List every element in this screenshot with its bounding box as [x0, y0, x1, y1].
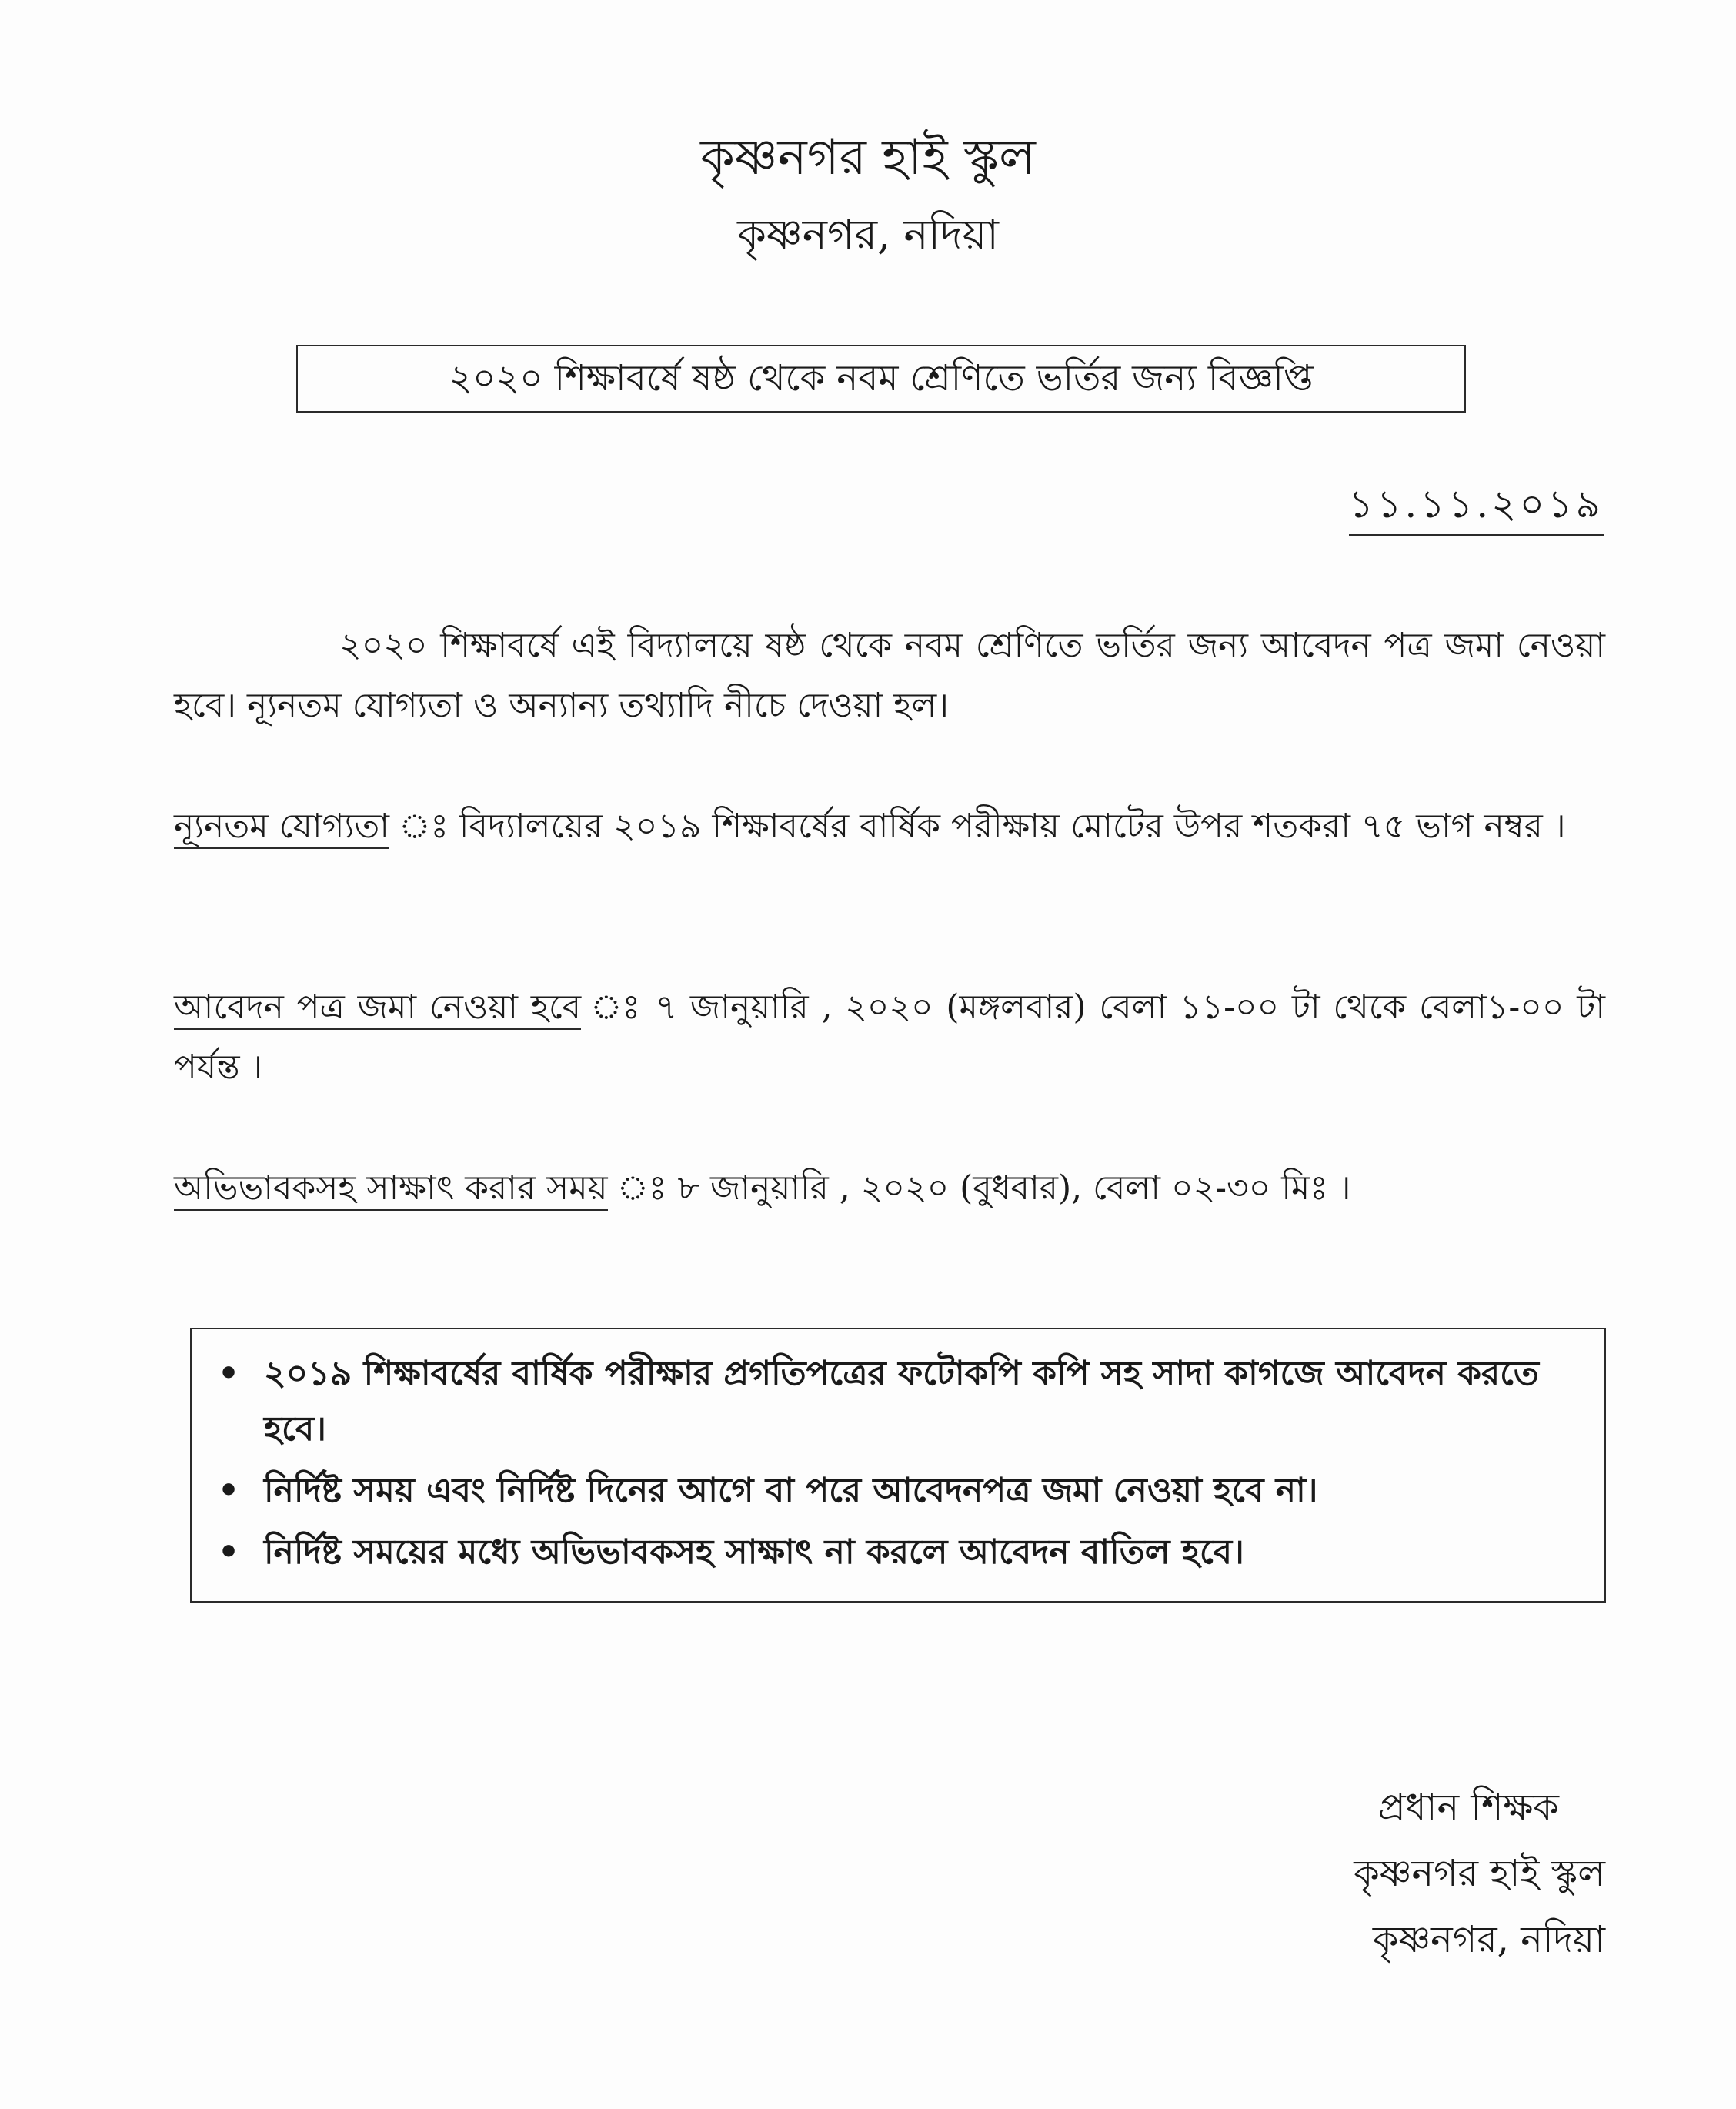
- section-label: আবেদন পত্র জমা নেওয়া হবে: [174, 988, 581, 1030]
- signature-block: [1354, 1774, 1605, 1973]
- section-application-submission: [174, 978, 1605, 1098]
- school-name: কৃষ্ণনগর হাই স্কুল: [700, 129, 1036, 186]
- section-separator: ঃ: [581, 988, 656, 1027]
- section-text: বিদ্যালয়ের ২০১৯ শিক্ষাবর্ষের বার্ষিক পরীক্ষায় মোটের উপর শতকরা ৭৫ ভাগ নম্বর ।: [459, 807, 1566, 846]
- section-label: অভিভাবকসহ সাক্ষাৎ করার সময়: [174, 1168, 608, 1211]
- section-separator: ঃ: [389, 807, 459, 846]
- signature-designation: প্রধান শিক্ষক: [1377, 1786, 1559, 1829]
- intro-paragraph: ২০২০ শিক্ষাবর্ষে এই বিদ্যালয়ে ষষ্ঠ থেকে নবম শ্রেণিতে ভর্তির জন্য আবেদন পত্র জমা নেওয়া হবে। ন্যূনতম যোগ্যতা ও অন্যান্য তথ্যাদি নীচে দেওয়া হল।: [174, 626, 1605, 725]
- notes-list: [215, 1346, 1581, 1580]
- note-text: নির্দিষ্ট সময়ের মধ্যে অভিভাবকসহ সাক্ষাৎ না করলে আবেদন বাতিল হবে।: [264, 1532, 1244, 1572]
- signature-school-address: কৃষ্ণনগর, নদিয়া: [1372, 1918, 1605, 1961]
- notice-date: ১১.১১.২০১৯: [1349, 477, 1604, 536]
- bullet-icon: •: [218, 1471, 240, 1510]
- section-text: ৮ জানুয়ারি , ২০২০ (বুধবার), বেলা ০২-৩০ মিঃ ।: [677, 1168, 1351, 1208]
- section-separator: ঃ: [607, 1168, 678, 1208]
- section-label: ন্যূনতম যোগ্যতা: [174, 807, 389, 849]
- bullet-icon: •: [218, 1532, 240, 1572]
- section-text: ৭ জানুয়ারি , ২০২০ (মঙ্গলবার) বেলা ১১-০০ টা থেকে বেলা১-০০ টা পর্যন্ত ।: [174, 988, 1605, 1087]
- notes-box: [190, 1328, 1606, 1603]
- note-text: ২০১৯ শিক্ষাবর্ষের বার্ষিক পরীক্ষার প্রগতিপত্রের ফটোকপি কপি সহ সাদা কাগজে আবেদন করতে হবে।: [264, 1354, 1539, 1449]
- list-item: [215, 1463, 1581, 1519]
- section-guardian-meeting: [174, 1158, 1605, 1218]
- list-item: [215, 1346, 1581, 1457]
- note-text: নির্দিষ্ট সময় এবং নির্দিষ্ট দিনের আগে বা পরে আবেদনপত্র জমা নেওয়া হবে না।: [264, 1471, 1318, 1510]
- notice-title: ২০২০ শিক্ষাবর্ষে ষষ্ঠ থেকে নবম শ্রেণিতে ভর্তির জন্য বিজ্ঞপ্তি: [296, 345, 1466, 413]
- list-item: [215, 1525, 1581, 1580]
- signature-school-name: কৃষ্ণনগর হাই স্কুল: [1354, 1852, 1605, 1895]
- bullet-icon: •: [218, 1354, 240, 1393]
- school-address: কৃষ্ণনগর, নদিয়া: [737, 210, 999, 259]
- section-minimum-qualification: [174, 797, 1605, 857]
